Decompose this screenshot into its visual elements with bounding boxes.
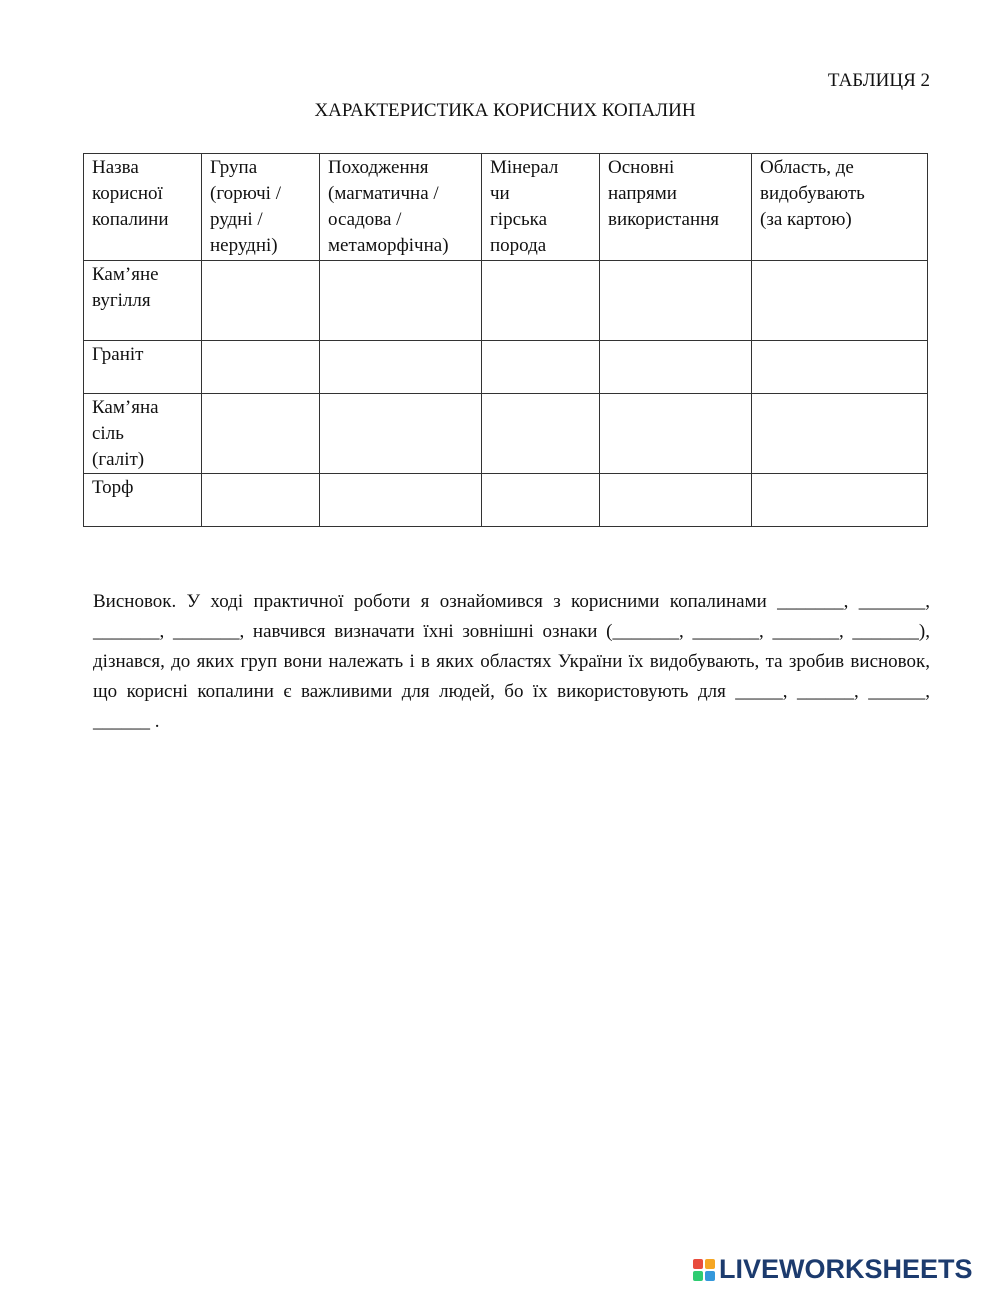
row-label-peat: Торф — [84, 474, 202, 527]
answer-cell[interactable] — [320, 394, 482, 474]
answer-cell[interactable] — [320, 474, 482, 527]
answer-cell[interactable] — [752, 394, 928, 474]
column-header-group: Група (горючі / рудні / нерудні) — [202, 154, 320, 261]
table-row — [84, 341, 928, 394]
answer-cell[interactable] — [320, 341, 482, 394]
answer-cell[interactable] — [600, 394, 752, 474]
answer-cell[interactable] — [482, 474, 600, 527]
table-header-row — [84, 154, 928, 261]
answer-cell[interactable] — [482, 261, 600, 341]
logo-square-icon — [705, 1271, 715, 1281]
answer-cell[interactable] — [482, 341, 600, 394]
column-header-uses: Основні напрями використання — [600, 154, 752, 261]
conclusion-paragraph: Висновок. У ході практичної роботи я ознайомився з корисними копалинами _______, _______, _______, _______, навчився визначати їхні зовнішні ознаки (_______, _______, _______, _______), дізнався, до яких груп вони належать і в яких областях України їх видобувають, та зробив висновок, що корисні копалини є важливими для людей, бо їх використовують для _____, ______, ______, ______ . — [93, 591, 930, 732]
row-label-granite: Граніт — [84, 341, 202, 394]
row-label-rock-salt: Кам’яна сіль (галіт) — [84, 394, 202, 474]
answer-cell[interactable] — [752, 261, 928, 341]
column-header-origin: Походження (магматична / осадова / метаморфічна) — [320, 154, 482, 261]
table-row — [84, 474, 928, 527]
liveworksheets-wordmark: LIVEWORKSHEETS — [719, 1254, 973, 1284]
table-row — [84, 261, 928, 341]
logo-square-icon — [705, 1259, 715, 1269]
minerals-table — [83, 153, 928, 527]
answer-cell[interactable] — [202, 394, 320, 474]
answer-cell[interactable] — [320, 261, 482, 341]
logo-square-icon — [693, 1271, 703, 1281]
answer-cell[interactable] — [752, 341, 928, 394]
table-label: ТАБЛИЦЯ 2 — [827, 70, 930, 91]
table-row — [84, 394, 928, 474]
answer-cell[interactable] — [600, 341, 752, 394]
answer-cell[interactable] — [600, 474, 752, 527]
answer-cell[interactable] — [202, 474, 320, 527]
answer-cell[interactable] — [752, 474, 928, 527]
column-header-region: Область, де видобувають (за картою) — [752, 154, 928, 261]
answer-cell[interactable] — [202, 341, 320, 394]
answer-cell[interactable] — [202, 261, 320, 341]
column-header-mineral-or-rock: Мінерал чи гірська порода — [482, 154, 600, 261]
row-label-coal: Кам’яне вугілля — [84, 261, 202, 341]
liveworksheets-logo — [693, 1254, 973, 1285]
liveworksheets-icon — [693, 1259, 715, 1281]
logo-square-icon — [693, 1259, 703, 1269]
column-header-name: Назва корисної копалини — [84, 154, 202, 261]
answer-cell[interactable] — [600, 261, 752, 341]
document-title: ХАРАКТЕРИСТИКА КОРИСНИХ КОПАЛИН — [314, 100, 696, 121]
answer-cell[interactable] — [482, 394, 600, 474]
